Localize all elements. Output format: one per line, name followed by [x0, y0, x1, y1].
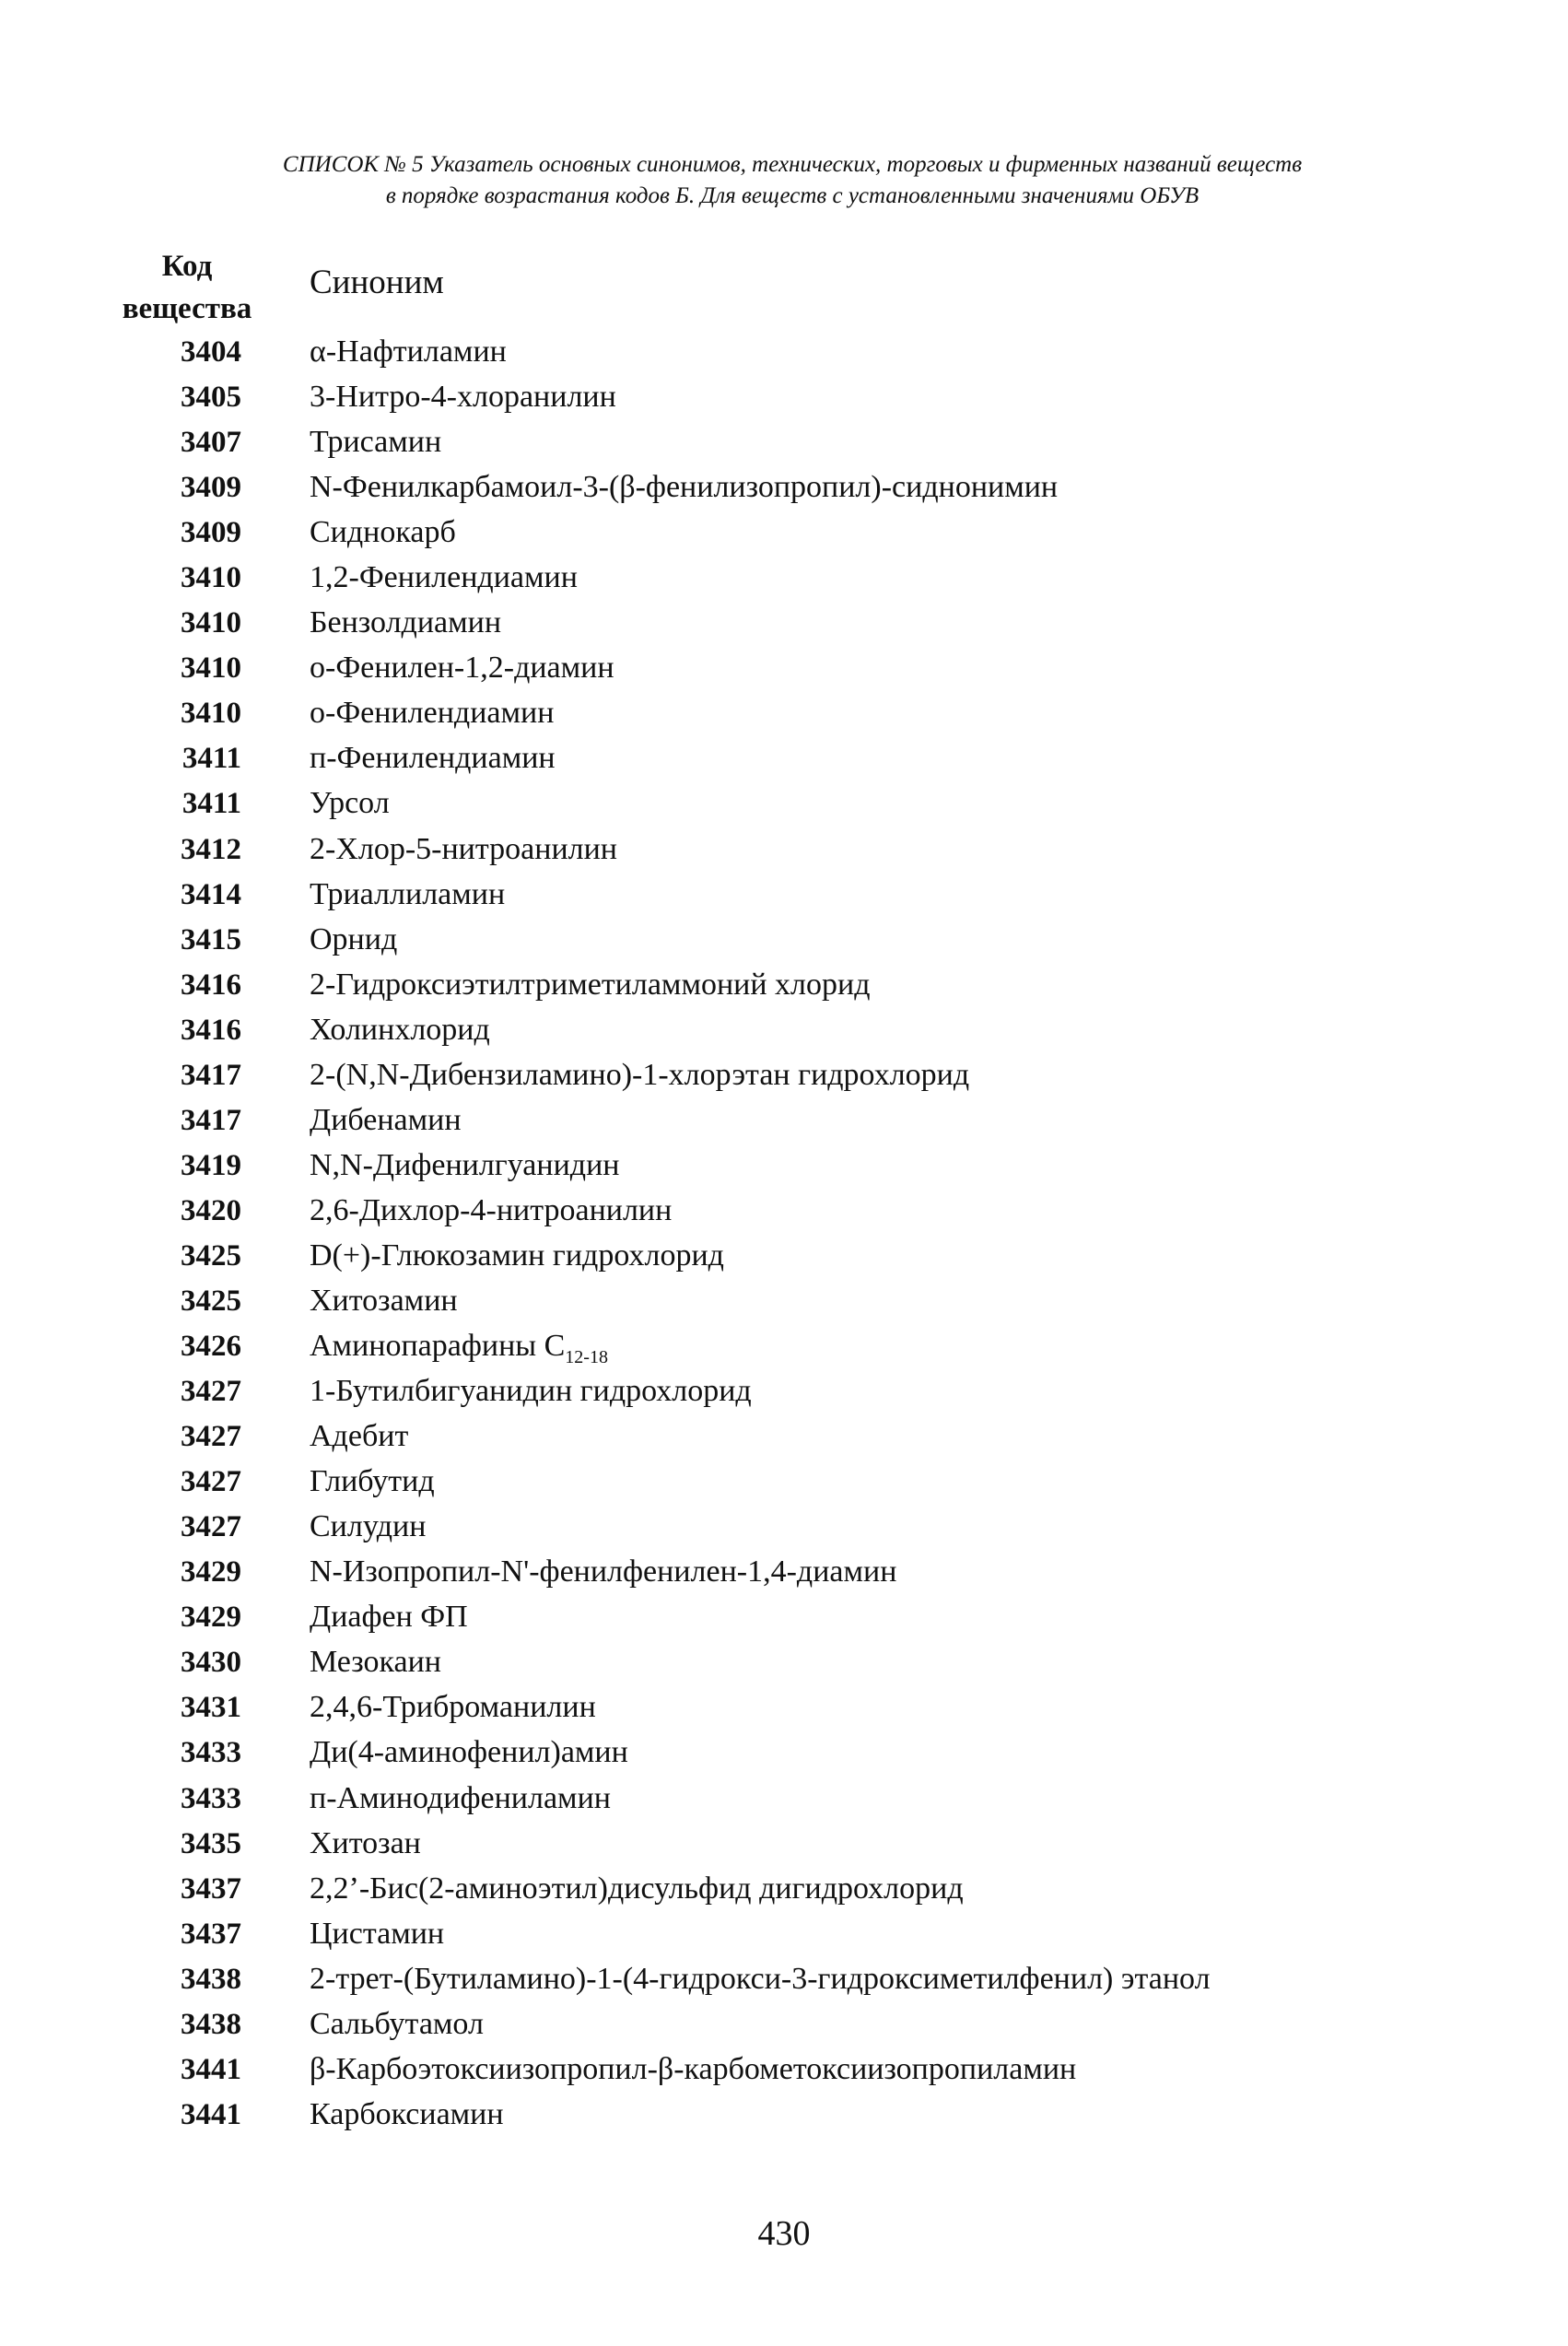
substance-code: 3427	[181, 1375, 241, 1409]
table-row	[0, 469, 1568, 514]
synonym-name	[310, 424, 441, 461]
table-row	[0, 831, 1568, 876]
table-row	[0, 921, 1568, 967]
synonym-text: 2,2’-Бис(2-аминоэтил)дисульфид дигидрохлорид	[310, 1871, 964, 1906]
heading-line-2: в порядке возрастания кодов Б. Для веществ с установленными значениями ОБУВ	[385, 183, 1199, 208]
synonym-text: 2-(N,N-Дибензиламино)-1-хлорэтан гидрохлорид	[310, 1057, 970, 1092]
synonym-text: Цистамин	[310, 1916, 445, 1951]
synonym-name	[310, 1689, 596, 1726]
synonym-text: п-Аминодифениламин	[310, 1780, 611, 1815]
synonym-text: Диафен ФП	[310, 1600, 468, 1635]
table-row	[0, 650, 1568, 695]
table-row	[0, 1283, 1568, 1328]
table-row	[0, 695, 1568, 740]
substance-code: 3429	[181, 1601, 241, 1635]
table-row	[0, 1147, 1568, 1192]
table-row	[0, 1463, 1568, 1508]
synonym-name	[310, 1825, 421, 1862]
substance-code: 3441	[181, 2052, 241, 2086]
table-row	[0, 514, 1568, 559]
synonym-name	[310, 1102, 462, 1139]
synonym-name	[310, 1012, 490, 1049]
substance-code: 3410	[181, 651, 241, 686]
synonym-name	[310, 334, 507, 370]
synonym-name	[310, 831, 617, 868]
table-row	[0, 2096, 1568, 2141]
synonym-text: о-Фенилендиамин	[310, 696, 555, 731]
table-row	[0, 379, 1568, 424]
table-row	[0, 1825, 1568, 1871]
table-row	[0, 2006, 1568, 2051]
synonym-name	[310, 1734, 628, 1771]
page-number: 430	[757, 2214, 811, 2253]
synonym-name	[310, 514, 456, 551]
substance-code: 3433	[181, 1736, 241, 1770]
column-header-synonym: Синоним	[310, 264, 444, 301]
synonym-name	[310, 1057, 969, 1094]
table-row	[0, 785, 1568, 830]
substance-code: 3409	[181, 471, 241, 505]
column-header-code-line-1: Код	[161, 250, 213, 283]
table-row	[0, 740, 1568, 785]
table-row	[0, 1238, 1568, 1283]
synonym-name	[310, 1916, 444, 1953]
substance-code: 3411	[181, 787, 241, 821]
synonym-text: 2,4,6-Триброманилин	[310, 1690, 596, 1725]
substance-code: 3416	[181, 968, 241, 1002]
table-row	[0, 1554, 1568, 1599]
synonym-text: α-Нафтиламин	[310, 334, 507, 369]
table-row	[0, 1192, 1568, 1238]
substance-code: 3412	[181, 832, 241, 866]
substance-code: 3416	[181, 1013, 241, 1047]
substance-code: 3425	[181, 1238, 241, 1273]
synonym-text: N-Фенилкарбамоил-3-(β-фенилизопропил)-сиднонимин	[310, 470, 1059, 505]
synonym-name	[310, 921, 397, 958]
synonym-text: Сиднокарб	[310, 515, 456, 550]
synonym-text: 3-Нитро-4-хлоранилин	[310, 380, 616, 415]
table-row	[0, 1373, 1568, 1418]
table-row	[0, 334, 1568, 379]
synonym-text: Сальбутамол	[310, 2006, 484, 2041]
table-row	[0, 1689, 1568, 1734]
synonym-text: Орнид	[310, 921, 398, 956]
table-row	[0, 2051, 1568, 2096]
heading-line-1: СПИСОК № 5 Указатель основных синонимов, технических, торговых и фирменных названий веществ	[282, 152, 1303, 177]
substance-code: 3425	[181, 1284, 241, 1318]
substance-code: 3419	[181, 1148, 241, 1182]
table-row	[0, 1508, 1568, 1554]
table-row	[0, 1599, 1568, 1644]
substance-code: 3410	[181, 606, 241, 640]
synonym-name	[310, 1871, 964, 1907]
table-row	[0, 1102, 1568, 1147]
substance-code: 3438	[181, 2007, 241, 2041]
column-header-code-line-2: вещества	[122, 292, 252, 325]
synonym-text: Глибутид	[310, 1464, 435, 1499]
synonym-text: 2-трет-(Бутиламино)-1-(4-гидрокси-3-гидроксиметилфенил) этанол	[310, 1961, 1211, 1996]
substance-code: 3407	[181, 426, 241, 460]
synonym-text: N-Изопропил-N'-фенилфенилен-1,4-диамин	[310, 1554, 897, 1589]
synonym-text: D(+)-Глюкозамин гидрохлорид	[310, 1238, 724, 1273]
substance-code: 3427	[181, 1510, 241, 1544]
synonym-name	[310, 1961, 1211, 1998]
table-row	[0, 1871, 1568, 1916]
synonym-name	[310, 967, 871, 1003]
table-row	[0, 1328, 1568, 1373]
synonym-name	[310, 1192, 672, 1229]
synonym-text: 2-Гидроксиэтилтриметиламмоний хлорид	[310, 967, 871, 1002]
synonym-table-body	[0, 334, 1568, 2141]
substance-code: 3411	[181, 742, 241, 776]
substance-code: 3405	[181, 381, 241, 415]
list-heading	[138, 149, 1446, 212]
substance-code: 3426	[181, 1330, 241, 1364]
synonym-text: Хитозамин	[310, 1283, 458, 1318]
table-row	[0, 1961, 1568, 2006]
table-row	[0, 876, 1568, 921]
synonym-name	[310, 1373, 752, 1410]
substance-code: 3417	[181, 1058, 241, 1092]
substance-code: 3437	[181, 1917, 241, 1951]
synonym-text: Хитозан	[310, 1825, 421, 1860]
synonym-text: Трисамин	[310, 425, 442, 460]
substance-code: 3429	[181, 1555, 241, 1589]
synonym-subscript: 12-18	[565, 1347, 608, 1368]
substance-code: 3410	[181, 561, 241, 595]
table-row	[0, 1780, 1568, 1825]
substance-code: 3417	[181, 1103, 241, 1137]
table-row	[0, 604, 1568, 650]
synonym-name	[310, 1508, 426, 1545]
synonym-text: Адебит	[310, 1419, 409, 1454]
synonym-text: о-Фенилен-1,2-диамин	[310, 651, 614, 686]
substance-code: 3427	[181, 1420, 241, 1454]
synonym-name	[310, 1238, 724, 1274]
synonym-name	[310, 876, 505, 913]
synonym-text: Бензолдиамин	[310, 605, 502, 640]
synonym-name	[310, 785, 390, 822]
synonym-name	[310, 695, 554, 732]
synonym-text: Аминопарафины C	[310, 1329, 566, 1364]
synonym-text: 2-Хлор-5-нитроанилин	[310, 831, 617, 866]
synonym-text: Ди(4-аминофенил)амин	[310, 1735, 628, 1770]
synonym-name	[310, 1328, 608, 1368]
synonym-text: Дибенамин	[310, 1102, 462, 1137]
synonym-name	[310, 1599, 468, 1636]
table-row	[0, 1644, 1568, 1689]
synonym-text: β-Карбоэтоксиизопропил-β-карбометоксиизопропиламин	[310, 2051, 1077, 2086]
substance-code: 3441	[181, 2097, 241, 2131]
synonym-name	[310, 1554, 896, 1590]
substance-code: 3438	[181, 1962, 241, 1996]
table-row	[0, 424, 1568, 469]
substance-code: 3409	[181, 516, 241, 550]
synonym-name	[310, 2051, 1076, 2088]
synonym-name	[310, 469, 1058, 506]
synonym-name	[310, 1463, 435, 1500]
synonym-text: Триаллиламин	[310, 876, 506, 911]
synonym-name	[310, 559, 578, 596]
synonym-name	[310, 2096, 504, 2133]
table-row	[0, 1916, 1568, 1961]
substance-code: 3435	[181, 1826, 241, 1860]
substance-code: 3410	[181, 697, 241, 731]
substance-code: 3431	[181, 1691, 241, 1725]
table-row	[0, 1012, 1568, 1057]
substance-code: 3427	[181, 1465, 241, 1499]
synonym-name	[310, 650, 614, 686]
table-row	[0, 967, 1568, 1012]
synonym-text: 1-Бутилбигуанидин гидрохлорид	[310, 1374, 752, 1409]
table-row	[0, 1734, 1568, 1779]
substance-code: 3433	[181, 1781, 241, 1815]
substance-code: 3414	[181, 877, 241, 911]
column-header-code	[118, 245, 256, 330]
synonym-name	[310, 1644, 441, 1681]
synonym-name	[310, 1418, 408, 1455]
synonym-text: N,N-Дифенилгуанидин	[310, 1147, 620, 1182]
synonym-text: 1,2-Фенилендиамин	[310, 560, 578, 595]
synonym-text: 2,6-Дихлор-4-нитроанилин	[310, 1192, 673, 1227]
substance-code: 3430	[181, 1646, 241, 1680]
synonym-text: Урсол	[310, 786, 390, 821]
substance-code: 3420	[181, 1193, 241, 1227]
synonym-text: Мезокаин	[310, 1645, 442, 1680]
synonym-name	[310, 740, 556, 777]
substance-code: 3415	[181, 922, 241, 956]
table-row	[0, 1418, 1568, 1463]
synonym-name	[310, 2006, 484, 2043]
synonym-text: Холинхлорид	[310, 1012, 490, 1047]
substance-code: 3437	[181, 1871, 241, 1906]
synonym-name	[310, 1283, 458, 1320]
synonym-text: Силудин	[310, 1509, 427, 1544]
synonym-name	[310, 604, 501, 641]
table-row	[0, 1057, 1568, 1102]
synonym-text: п-Фенилендиамин	[310, 741, 556, 776]
substance-code: 3404	[181, 335, 241, 369]
table-row	[0, 559, 1568, 604]
synonym-text: Карбоксиамин	[310, 2096, 504, 2131]
synonym-name	[310, 1147, 619, 1184]
synonym-name	[310, 1780, 611, 1817]
synonym-name	[310, 379, 616, 416]
